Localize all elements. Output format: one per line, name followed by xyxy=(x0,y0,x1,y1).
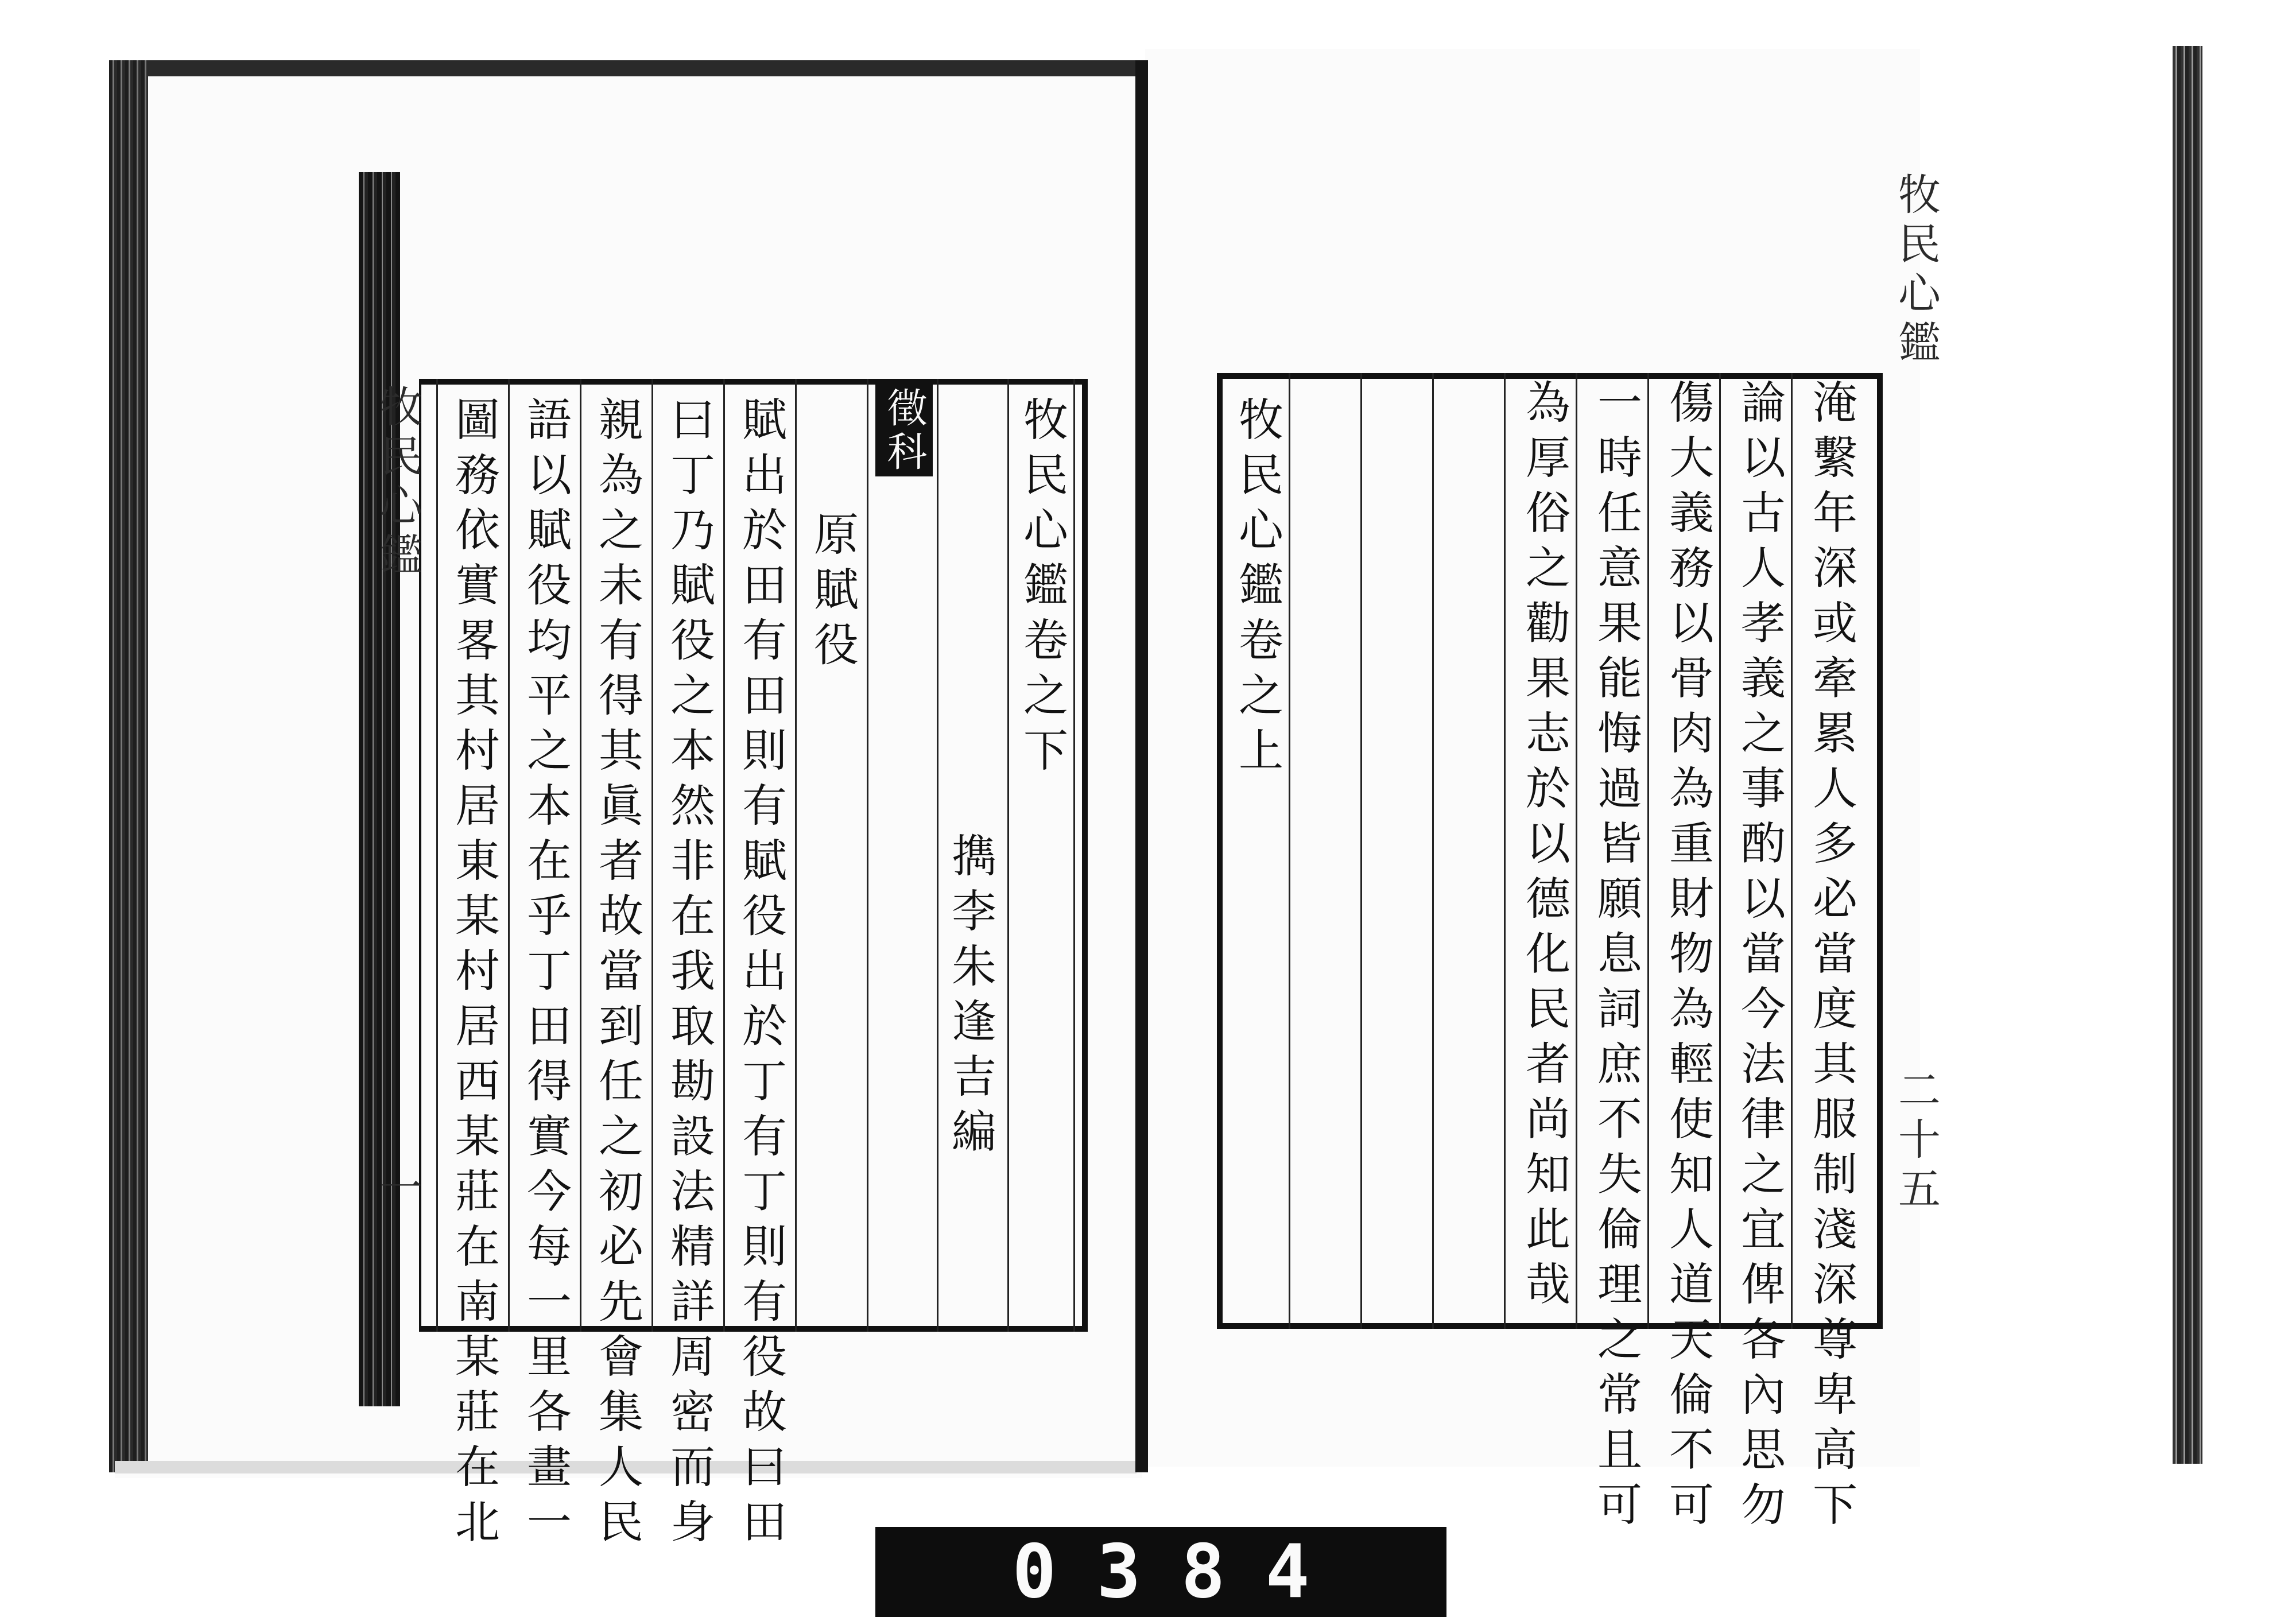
column-rule xyxy=(1647,373,1649,1329)
body-column: 傷大義務以骨肉為重財物為輕使知人道天倫不可 xyxy=(1662,379,1713,1536)
archive-number: 0384 xyxy=(1012,1529,1350,1615)
archive-number-stamp xyxy=(875,1527,1446,1617)
column-rule xyxy=(867,379,868,1332)
column-rule xyxy=(580,379,581,1332)
body-column: 曰丁乃賦役之本然非在我取勘設法精詳周密而身 xyxy=(663,396,715,1553)
volume-title: 牧民心鑑卷之下 xyxy=(1016,396,1068,782)
column-rule xyxy=(1289,373,1290,1329)
column-rule xyxy=(1360,373,1362,1329)
column-rule xyxy=(937,379,938,1332)
column-rule xyxy=(1576,373,1577,1329)
column-rule xyxy=(723,379,725,1332)
body-column: 圖務依實畧其村居東某村居西某莊在南某莊在北 xyxy=(448,396,499,1553)
body-column: 論以古人孝義之事酌以當今法律之宜俾各內思勿 xyxy=(1733,379,1785,1536)
author-line: 擕李朱逢吉編 xyxy=(944,832,996,1163)
column-rule xyxy=(1504,373,1506,1329)
body-column: 為厚俗之勸果志於以德化民者尚知此哉 xyxy=(1518,379,1570,1316)
column-rule xyxy=(436,379,438,1332)
column-rule xyxy=(1432,373,1434,1329)
column-rule xyxy=(1007,379,1009,1332)
right-margin-title: 牧民心鑑 xyxy=(1891,172,1941,370)
right-page-fore-edge xyxy=(2173,46,2202,1464)
right-margin-page-number: 二十五 xyxy=(1891,1068,1941,1216)
body-column: 賦出於田有田則有賦役出於丁有丁則有役故曰田 xyxy=(735,396,786,1553)
column-rule xyxy=(1073,379,1075,1332)
left-page-fore-edge xyxy=(109,60,148,1472)
left-page-top-edge xyxy=(109,60,1142,76)
column-rule xyxy=(651,379,653,1332)
left-page-inner-margin xyxy=(359,172,400,1406)
left-margin-page-number: 一 xyxy=(373,1165,422,1215)
book-spine xyxy=(1135,60,1148,1472)
section-heading: 原賦役 xyxy=(806,511,858,676)
column-rule xyxy=(1719,373,1721,1329)
column-rule xyxy=(508,379,510,1332)
body-column: 親為之未有得其眞者故當到任之初必先會集人民 xyxy=(591,396,643,1553)
column-rule xyxy=(795,379,797,1332)
body-column: 淹繫年深或牽累人多必當度其服制淺深尊卑高下 xyxy=(1805,379,1857,1536)
left-margin-title: 牧民心鑑 xyxy=(373,385,422,582)
section-label-box: 徵科 xyxy=(875,385,933,476)
volume-title: 牧民心鑑卷之上 xyxy=(1231,396,1283,782)
body-column: 語以賦役均平之本在乎丁田得實今每一里各畫一 xyxy=(519,396,571,1553)
column-rule xyxy=(1791,373,1793,1329)
body-column: 一時任意果能悔過皆願息詞庶不失倫理之常且可 xyxy=(1590,379,1642,1536)
